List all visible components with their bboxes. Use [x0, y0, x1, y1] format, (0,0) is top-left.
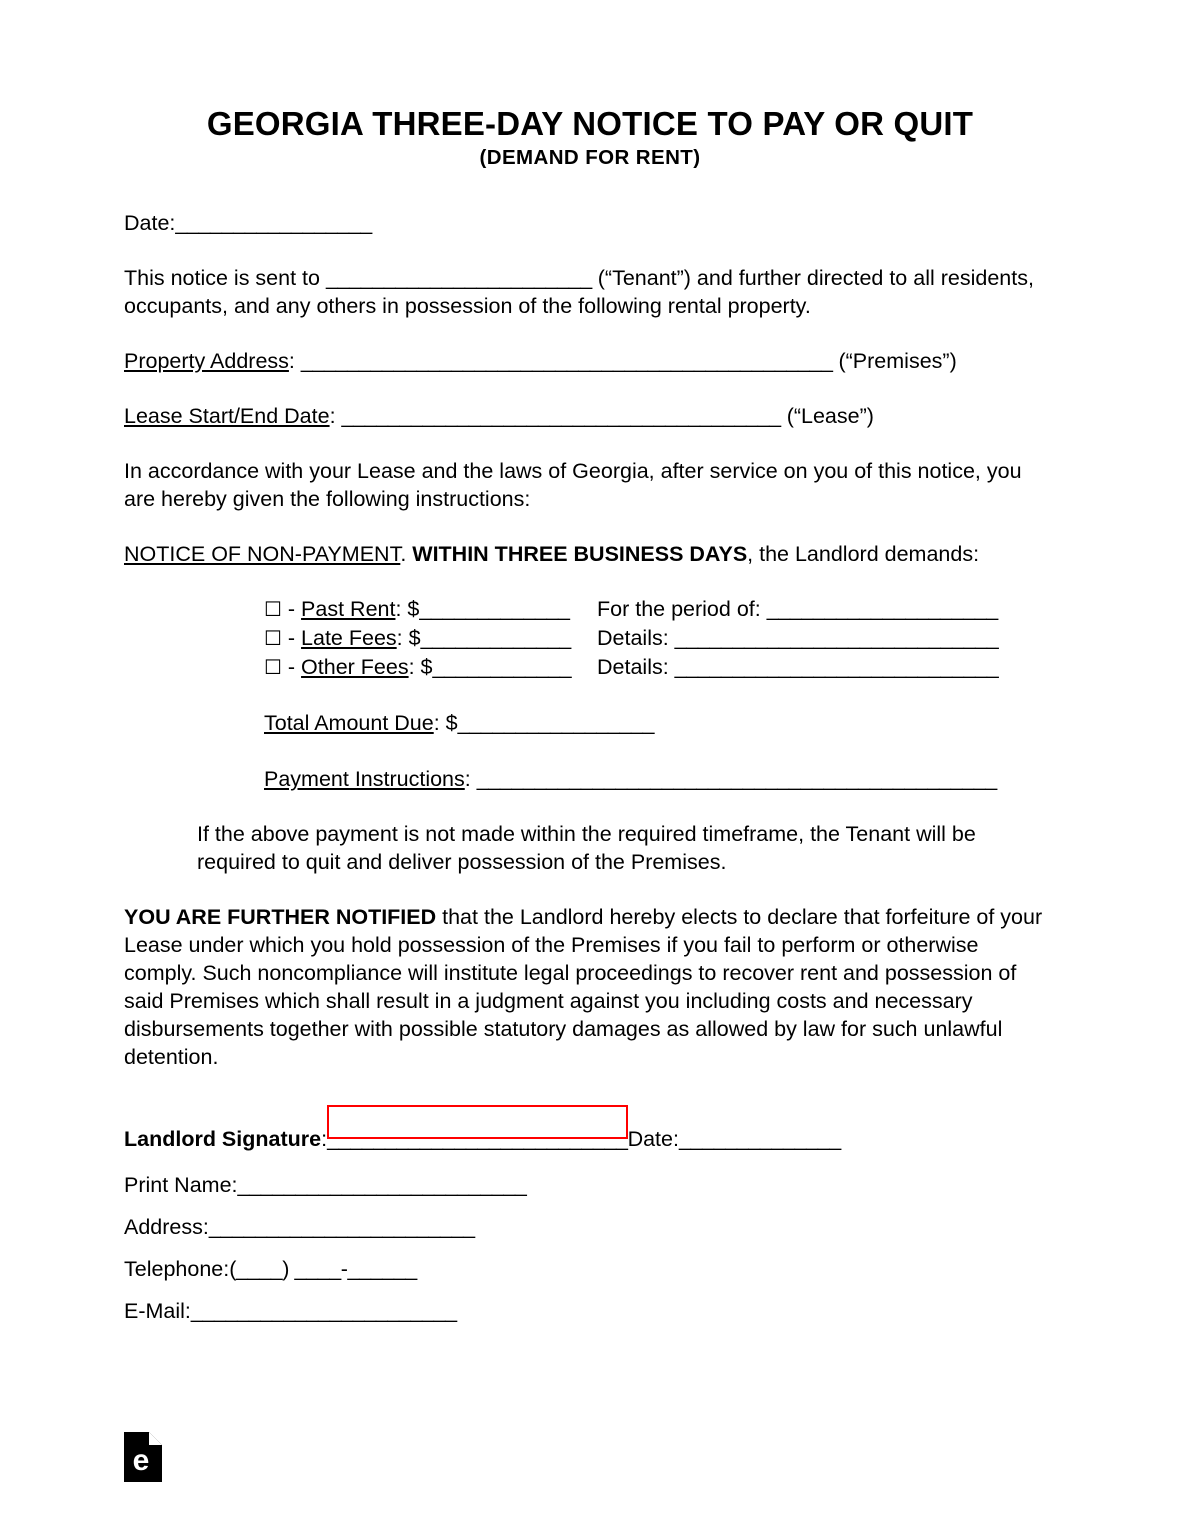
page-title: GEORGIA THREE-DAY NOTICE TO PAY OR QUIT	[206, 105, 974, 142]
further-notice-paragraph	[124, 904, 1056, 1072]
print-name-blank[interactable]: _________________________	[237, 1173, 527, 1198]
demand-dash-late-fees: -	[281, 626, 302, 651]
total-amount-due-line	[264, 709, 1056, 738]
demand-left-past-rent	[264, 595, 597, 624]
lease-dates-line	[124, 403, 1056, 431]
demand-detail-blank-past-rent[interactable]: ____________________	[766, 597, 998, 622]
demand-label-other-fees: Other Fees	[301, 655, 409, 680]
payment-instructions-label: Payment Instructions	[264, 767, 465, 792]
property-address-colon: :	[288, 348, 301, 373]
non-payment-heading-period: .	[400, 541, 413, 566]
demand-list	[264, 595, 1056, 794]
non-payment-heading-tail: , the Landlord demands:	[747, 541, 980, 566]
demand-row-late-fees	[264, 624, 1056, 653]
demand-left-late-fees	[264, 624, 597, 653]
lease-dates-label: Lease Start/End Date	[124, 403, 330, 428]
print-name-label: Print Name:	[124, 1173, 238, 1198]
demand-row-past-rent	[264, 595, 1056, 624]
property-address-suffix: (“Premises”)	[832, 348, 957, 373]
address-row	[124, 1217, 1056, 1259]
email-blank[interactable]: _______________________	[190, 1299, 457, 1324]
page-subtitle: (DEMAND FOR RENT)	[479, 145, 701, 169]
landlord-signature-row	[124, 1129, 1056, 1175]
landlord-signature-field[interactable]	[327, 1129, 628, 1151]
demand-left-other-fees	[264, 653, 597, 682]
notice-intro-part1: This notice is sent to	[124, 265, 326, 290]
property-address-label: Property Address	[124, 348, 289, 373]
payment-instructions-colon: :	[464, 767, 477, 792]
demand-amount-blank-late-fees[interactable]: _____________	[420, 626, 571, 651]
non-payment-heading-underlined: NOTICE OF NON-PAYMENT	[124, 541, 401, 566]
print-name-row	[124, 1175, 1056, 1217]
document-content	[124, 106, 1056, 1343]
address-blank[interactable]: _______________________	[208, 1215, 475, 1240]
checkbox-late-fees-icon[interactable]: ☐	[264, 628, 282, 651]
lease-dates-colon: :	[329, 403, 342, 428]
telephone-label: Telephone:	[124, 1257, 230, 1282]
demand-detail-blank-late-fees[interactable]: ____________________________	[674, 626, 999, 651]
notice-intro-part2: (“Tenant”) and further directed to all residents, occupants, and any others in possession of the following rental property.	[124, 265, 1034, 318]
email-row	[124, 1301, 1056, 1343]
signature-date-blank[interactable]: ______________	[678, 1127, 841, 1152]
checkbox-past-rent-icon[interactable]: ☐	[264, 599, 282, 622]
property-address-line	[124, 348, 1056, 376]
demand-detail-label-past-rent: For the period of:	[597, 597, 767, 622]
landlord-signature-blank[interactable]: __________________________	[327, 1127, 628, 1152]
demand-amount-prefix-other-fees: : $	[408, 655, 433, 680]
timeframe-note-paragraph: If the above payment is not made within the required timeframe, the Tenant will be required to quit and deliver possession of the Premises.	[197, 821, 976, 874]
total-amount-due-prefix: : $	[433, 711, 458, 736]
demand-dash-other-fees: -	[281, 655, 302, 680]
demand-amount-prefix-past-rent: : $	[395, 597, 420, 622]
demand-amount-blank-past-rent[interactable]: _____________	[419, 597, 570, 622]
accordance-paragraph: In accordance with your Lease and the laws of Georgia, after service on you of this notice, you are hereby given the following instructions:	[124, 458, 1022, 511]
further-notice-body: that the Landlord hereby elects to declare that forfeiture of your Lease under which you hold possession of the Premises if you fail to perform or otherwise comply. Such noncompliance will institute legal proceedings to recover rent and possession of said Premises which shall result in a judgment against you including costs and necessary disbursements together with possible statutory damages as allowed by law for such unlawful detention.	[124, 904, 1043, 1069]
demand-row-other-fees	[264, 653, 1056, 682]
further-notice-bold-lead: YOU ARE FURTHER NOTIFIED	[124, 904, 437, 929]
email-label: E-Mail:	[124, 1299, 191, 1324]
demand-amount-prefix-late-fees: : $	[396, 626, 421, 651]
demand-label-late-fees: Late Fees	[301, 626, 397, 651]
telephone-blank[interactable]: (____) ____-______	[229, 1257, 417, 1282]
lease-dates-blank[interactable]: ______________________________________	[341, 403, 781, 428]
landlord-signature-label: Landlord Signature	[124, 1127, 322, 1152]
signature-date-label: Date:	[627, 1127, 679, 1152]
demand-amount-blank-other-fees[interactable]: ____________	[432, 655, 572, 680]
total-amount-due-blank[interactable]: _________________	[457, 711, 655, 736]
date-line	[124, 210, 1056, 238]
property-address-blank[interactable]: ______________________________________________	[300, 348, 833, 373]
payment-instructions-line	[264, 765, 1056, 794]
demand-label-past-rent: Past Rent	[301, 597, 396, 622]
eforms-logo	[124, 1432, 162, 1482]
demand-right-late-fees	[597, 624, 1056, 653]
demand-dash-past-rent: -	[281, 597, 302, 622]
eforms-logo-letter: e	[132, 1444, 150, 1477]
eforms-document-icon	[124, 1432, 162, 1482]
total-amount-due-label: Total Amount Due	[264, 711, 434, 736]
demand-right-other-fees	[597, 653, 1056, 682]
payment-instructions-blank[interactable]: _____________________________________________	[476, 767, 997, 792]
telephone-row	[124, 1259, 1056, 1301]
demand-right-past-rent	[597, 595, 1056, 624]
demand-detail-blank-other-fees[interactable]: ____________________________	[674, 655, 999, 680]
demand-detail-label-other-fees: Details:	[597, 655, 675, 680]
non-payment-heading	[124, 541, 1056, 569]
tenant-name-blank[interactable]: _______________________	[325, 265, 592, 290]
lease-dates-suffix: (“Lease”)	[780, 403, 874, 428]
non-payment-heading-bold: WITHIN THREE BUSINESS DAYS	[412, 541, 748, 566]
address-label: Address:	[124, 1215, 209, 1240]
signature-block	[124, 1129, 1056, 1343]
landlord-signature-colon: :	[321, 1127, 328, 1152]
date-label: Date:	[124, 210, 176, 235]
notice-intro-paragraph	[124, 265, 1056, 321]
checkbox-other-fees-icon[interactable]: ☐	[264, 657, 282, 680]
demand-detail-label-late-fees: Details:	[597, 626, 675, 651]
date-blank[interactable]: _________________	[175, 210, 372, 235]
